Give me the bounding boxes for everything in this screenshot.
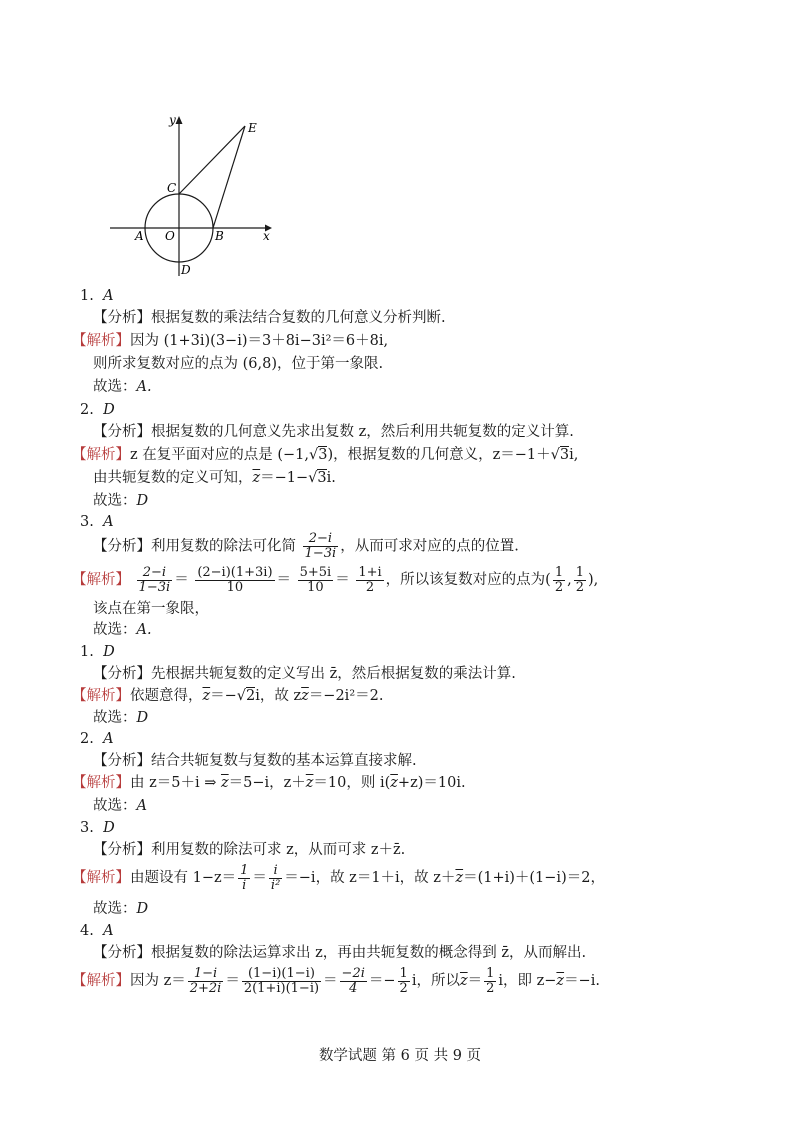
item-2-fenxi: 【分析】根据复数的几何意义先求出复数 z，然后利用共轭复数的定义计算. xyxy=(93,424,574,440)
item-2-choice: 故选：D xyxy=(93,493,149,509)
item-2b-answer: A xyxy=(103,731,114,747)
item-1-header: 1. A xyxy=(80,288,114,304)
item-3-fenxi: 【分析】利用复数的除法可化简 $\frac{2-i}{1-3i}$ ，从而可求对应的点的位置. xyxy=(93,531,519,561)
item-2b-header: 2. A xyxy=(80,731,114,747)
label-D: D xyxy=(181,263,191,277)
item-2-jiexi: 【解析】z 在复平面对应的点是 (−1,√3)，根据复数的几何意义，z＝−1＋√3i, xyxy=(72,447,579,463)
item-1b-header: 1. D xyxy=(80,644,115,660)
geometry-figure xyxy=(105,112,275,284)
item-4-jiexi: 【解析】因为 z＝ $\frac{1-i}{2+2i}$ ＝ $\frac{(1-i)(1-i)}{2(1+i)(1-i)}$ ＝ $\frac{-2i}{4}$ ＝− $\frac{1}{2}$ i，所以$\overline{z}=$ $\frac{1}{2}$ i，即 $z-\overline{z}=-i$. xyxy=(72,965,600,996)
item-1b-fenxi: 【分析】先根据共轭复数的定义写出 z̄，然后根据复数的乘法计算. xyxy=(93,666,516,682)
y-axis-arrow xyxy=(176,116,183,124)
item-3b-choice: 故选：D xyxy=(93,901,149,917)
item-1b-jiexi: 【解析】依题意得，$\overline{z}=-√2i$，故 $z\overline{z}=-2i^2=2$. xyxy=(72,688,384,704)
label-E: E xyxy=(248,121,257,135)
item-1-fenxi: 【分析】根据复数的乘法结合复数的几何意义分析判断. xyxy=(93,310,446,326)
item-1-cont: 则所求复数对应的点为 (6,8)，位于第一象限. xyxy=(93,356,384,372)
item-3-answer: A xyxy=(103,514,114,530)
item-3b-header: 3. D xyxy=(80,820,115,836)
item-3-jiexi: 【解析】 $\frac{2-i}{1-3i}$ ＝ $\frac{(2-i)(1+3i)}{10}$ ＝ $\frac{5+5i}{10}$ ＝ $\frac{1+i}{2}$ ，所以该复数对应的点为( $\frac{1}{2}$ , $\frac{1}{2}$ ), xyxy=(72,564,599,595)
item-1b-answer: D xyxy=(103,644,115,660)
item-1-answer: A xyxy=(103,288,114,304)
item-3b-fenxi: 【分析】利用复数的除法可求 z，从而可求 z＋z̄. xyxy=(93,842,406,858)
item-1b-choice: 故选：D xyxy=(93,710,149,726)
item-3-cont: 该点在第一象限， xyxy=(93,601,209,617)
line-CE xyxy=(179,126,245,194)
label-B: B xyxy=(215,229,224,243)
item-2-answer: D xyxy=(103,402,115,418)
item-4-fenxi: 【分析】根据复数的除法运算求出 z，再由共轭复数的概念得到 z̄，从而解出. xyxy=(93,945,587,961)
label-y: y xyxy=(169,113,176,127)
item-4-header: 4. A xyxy=(80,923,114,939)
item-1-choice: 故选：A. xyxy=(93,379,152,395)
item-2-cont: 由共轭复数的定义可知，$\overline{z}=-1-√3i$. xyxy=(93,470,336,486)
item-2-header: 2. D xyxy=(80,402,115,418)
label-A: A xyxy=(135,229,144,243)
line-BE xyxy=(213,126,245,228)
label-O: O xyxy=(165,229,175,243)
item-3-choice: 故选：A. xyxy=(93,622,152,638)
item-3-header: 3. A xyxy=(80,514,114,530)
item-2b-jiexi: 【解析】由 z＝5＋i ⇒ $\overline{z}=5-i$，$z+\overline{z}=10$，则 $i(\overline{z}+z)=10i$. xyxy=(72,775,466,791)
item-3b-answer: D xyxy=(103,820,115,836)
item-3b-jiexi: 【解析】由题设有 1−z＝ $\frac{1}{i}$ ＝ $\frac{i}{\text{i²}}$ ＝−i，故 z＝1＋i，故 $z+\overline{z}=(1+i)+(1-i)=2$， xyxy=(72,862,605,893)
page-footer: 数学试题 第 6 页 共 9 页 xyxy=(318,1048,482,1064)
item-1-jiexi: 【解析】因为 (1+3i)(3−i)＝3＋8i−3i²＝6＋8i, xyxy=(72,333,389,349)
item-4-answer: A xyxy=(103,923,114,939)
item-2b-choice: 故选：A xyxy=(93,798,147,814)
label-C: C xyxy=(167,181,177,195)
item-2b-fenxi: 【分析】结合共轭复数与复数的基本运算直接求解. xyxy=(93,753,417,769)
label-x: x xyxy=(263,229,270,243)
